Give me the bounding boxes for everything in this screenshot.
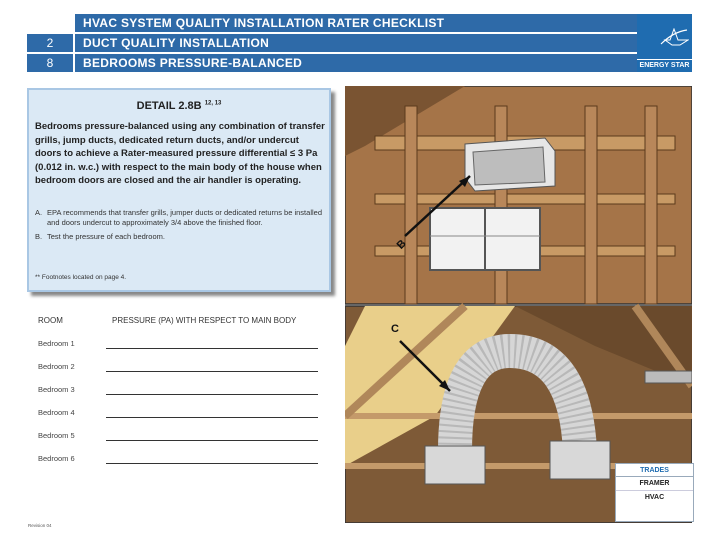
trades-title: TRADES bbox=[616, 464, 693, 477]
section-number: 2 bbox=[27, 34, 73, 52]
room-row-3: Bedroom 3 bbox=[38, 385, 75, 394]
room-row-6: Bedroom 6 bbox=[38, 454, 75, 463]
pressure-entry-line-1[interactable] bbox=[106, 348, 318, 349]
item-number: 8 bbox=[27, 54, 73, 72]
detail-title: DETAIL 2.8B $^{12, 13}$ bbox=[136, 100, 222, 112]
energy-star-logo bbox=[637, 14, 692, 72]
detail-items bbox=[35, 208, 325, 246]
room-row-5: Bedroom 5 bbox=[38, 431, 75, 440]
section-row bbox=[27, 34, 637, 52]
pressure-column-header: PRESSURE (PA) WITH RESPECT TO MAIN BODY bbox=[112, 316, 297, 325]
pressure-entry-line-4[interactable] bbox=[106, 417, 318, 418]
detail-item-b: B. Test the pressure of each bedroom. bbox=[35, 232, 165, 241]
trades-box bbox=[615, 463, 694, 522]
trade-framer: FRAMER bbox=[616, 477, 693, 491]
duct-illustration bbox=[345, 86, 692, 523]
room-row-1: Bedroom 1 bbox=[38, 339, 75, 348]
label-b: B bbox=[394, 237, 409, 252]
detail-body: Bedrooms pressure-balanced using any combination of transfer grills, jump ducts, dedicated return ducts, and/or undercut doors to achieve a Rater-measured pressure differential ≤ 3 Pa (0.012 in. w.c.) with respect to the main body of the house when bedroom doors are closed and the air handler is operating. bbox=[35, 121, 325, 186]
header-title-row bbox=[27, 14, 637, 32]
pressure-entry-line-3[interactable] bbox=[106, 394, 318, 395]
pressure-entry-line-6[interactable] bbox=[106, 463, 318, 464]
trade-hvac: HVAC bbox=[644, 494, 665, 501]
pressure-entry-line-5[interactable] bbox=[106, 440, 318, 441]
section-label: DUCT QUALITY INSTALLATION bbox=[75, 34, 637, 52]
label-c: C bbox=[391, 323, 399, 335]
item-label: BEDROOMS PRESSURE-BALANCED bbox=[75, 54, 637, 72]
room-row-2: Bedroom 2 bbox=[38, 362, 75, 371]
checklist-header bbox=[27, 14, 637, 72]
room-column-header: ROOM bbox=[38, 316, 63, 325]
checklist-title: HVAC SYSTEM QUALITY INSTALLATION RATER CHECKLIST bbox=[75, 14, 637, 32]
room-row-4: Bedroom 4 bbox=[38, 408, 75, 417]
item-row bbox=[27, 54, 637, 72]
energy-star-label: ENERGY STAR bbox=[637, 59, 692, 69]
star-icon bbox=[659, 28, 689, 46]
revision-footer: Revision 04 bbox=[28, 523, 52, 528]
footnote: ** Footnotes located on page 4. bbox=[35, 274, 127, 281]
detail-item-a: A. EPA recommends that transfer grills, jumper ducts or dedicated returns be installed and doors undercut to approximately 3/4 above the finished floor. bbox=[35, 208, 322, 227]
detail-box bbox=[27, 88, 331, 292]
pressure-entry-line-2[interactable] bbox=[106, 371, 318, 372]
